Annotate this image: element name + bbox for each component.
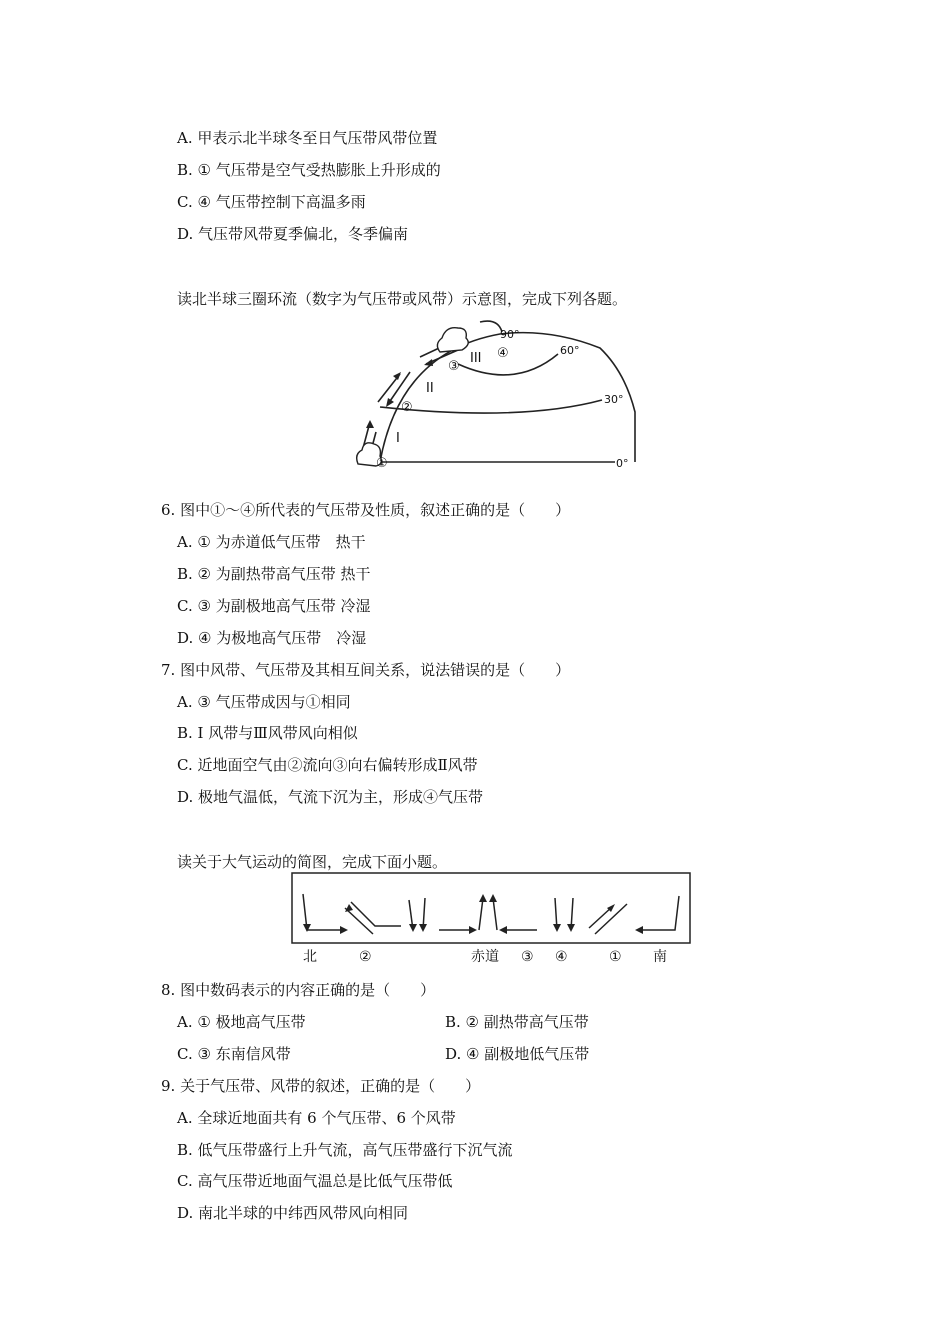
diagram-frame bbox=[292, 873, 690, 943]
q7-option-b: B. I 风带与Ⅲ风带风向相似 bbox=[177, 724, 358, 742]
option-a: A. 甲表示北半球冬至日气压带风带位置 bbox=[177, 129, 438, 147]
lat-label: 30° bbox=[604, 393, 624, 406]
q8-option-a: A. ① 极地高气压带 bbox=[177, 1013, 306, 1031]
intro-three-cell: 读北半球三圈环流（数字为气压带或风带）示意图，完成下列各题。 bbox=[177, 290, 628, 308]
q7-option-a: A. ③ 气压带成因与①相同 bbox=[177, 693, 351, 711]
belt-marker: ③ bbox=[448, 359, 460, 374]
label-marker: ① bbox=[609, 949, 622, 965]
q7-stem: 7. 图中风带、气压带及其相互间关系，说法错误的是（ ） bbox=[161, 661, 571, 679]
intro-atmosphere: 读关于大气运动的简图，完成下面小题。 bbox=[177, 853, 448, 871]
label-marker: ④ bbox=[555, 949, 568, 965]
q9-stem: 9. 关于气压带、风带的叙述，正确的是（ ） bbox=[161, 1077, 481, 1095]
q6-option-b: B. ② 为副热带高气压带 热干 bbox=[177, 565, 371, 583]
q8-option-d: D. ④ 副极地低气压带 bbox=[445, 1045, 590, 1063]
label-south: 南 bbox=[653, 949, 667, 965]
cell-label: II bbox=[426, 381, 434, 396]
q6-stem: 6. 图中①～④所代表的气压带及性质，叙述正确的是（ ） bbox=[161, 501, 571, 519]
three-cell-circulation-diagram bbox=[340, 312, 650, 482]
q9-option-b: B. 低气压带盛行上升气流，高气压带盛行下沉气流 bbox=[177, 1141, 513, 1159]
belt-marker: ④ bbox=[497, 346, 509, 361]
cell-label: III bbox=[470, 351, 482, 366]
option-d: D. 气压带风带夏季偏北，冬季偏南 bbox=[177, 225, 409, 243]
q9-option-c: C. 高气压带近地面气温总是比低气压带低 bbox=[177, 1172, 453, 1190]
label-marker: ③ bbox=[521, 949, 534, 965]
option-b: B. ① 气压带是空气受热膨胀上升形成的 bbox=[177, 161, 441, 179]
q7-option-d: D. 极地气温低，气流下沉为主，形成④气压带 bbox=[177, 788, 484, 806]
label-marker: ② bbox=[359, 949, 372, 965]
q7-option-c: C. 近地面空气由②流向③向右偏转形成Ⅱ风带 bbox=[177, 756, 478, 774]
lat-label: 0° bbox=[616, 457, 629, 470]
q6-option-a: A. ① 为赤道低气压带 热干 bbox=[177, 533, 366, 551]
cloud-icon bbox=[437, 328, 468, 352]
lat-label: 60° bbox=[560, 344, 580, 357]
q8-option-c: C. ③ 东南信风带 bbox=[177, 1045, 291, 1063]
lat-label: 90° bbox=[500, 328, 520, 341]
cell-label: I bbox=[396, 431, 400, 446]
q6-option-c: C. ③ 为副极地高气压带 冷湿 bbox=[177, 597, 371, 615]
q6-option-d: D. ④ 为极地高气压带 冷湿 bbox=[177, 629, 367, 647]
q9-option-d: D. 南北半球的中纬西风带风向相同 bbox=[177, 1204, 409, 1222]
circulation-arrow bbox=[480, 321, 502, 332]
belt-marker: ① bbox=[376, 456, 388, 471]
option-c: C. ④ 气压带控制下高温多雨 bbox=[177, 193, 366, 211]
q8-option-b: B. ② 副热带高气压带 bbox=[445, 1013, 589, 1031]
q8-stem: 8. 图中数码表示的内容正确的是（ ） bbox=[161, 981, 436, 999]
label-north: 北 bbox=[303, 949, 317, 965]
label-equator: 赤道 bbox=[471, 949, 499, 965]
q9-option-a: A. 全球近地面共有 6 个气压带、6 个风带 bbox=[177, 1109, 456, 1127]
lat-30-curve bbox=[380, 400, 602, 413]
belt-marker: ② bbox=[401, 400, 413, 415]
atmosphere-movement-diagram bbox=[291, 872, 691, 968]
